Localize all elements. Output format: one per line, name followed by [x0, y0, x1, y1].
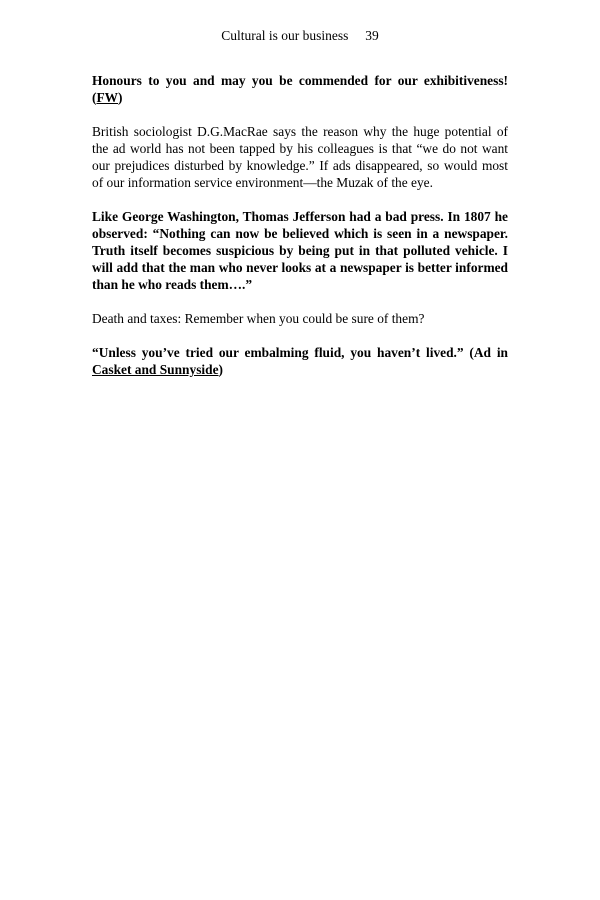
paragraph-honours-text: Honours to you and may you be commended for our exhibitiveness!: [92, 73, 508, 88]
running-title: Cultural is our business: [221, 28, 349, 43]
paren-close: ): [118, 90, 123, 105]
page-body: [92, 72, 508, 395]
paragraph-honours: [92, 72, 508, 106]
running-head: [0, 28, 600, 44]
page-number: 39: [365, 28, 379, 43]
paragraph-macrae: British sociologist D.G.MacRae says the reason why the huge potential of the ad world has not been tapped by his colleagues is that “we do not want our prejudices disturbed by knowledge.” If ads disappeared, so would most of our information service environment—the Muzak of the eye.: [92, 124, 508, 190]
fw-link[interactable]: FW: [96, 90, 119, 105]
paragraph-embalming-text: “Unless you’ve tried our embalming fluid, you haven’t lived.” (Ad in: [92, 345, 508, 360]
paragraph-death-and-taxes: Death and taxes: Remember when you could be sure of them?: [92, 311, 425, 326]
casket-and-sunnyside-link[interactable]: Casket and Sunnyside: [92, 362, 219, 377]
paren-close-embalming: ): [218, 362, 223, 377]
paragraph-embalming: [92, 344, 508, 378]
paren-open: (: [92, 90, 97, 105]
paragraph-jefferson: Like George Washington, Thomas Jefferson had a bad press. In 1807 he observed: “Nothing can now be believed which is seen in a newspaper. Truth itself becomes suspicious by being put in that polluted vehicle. I will add that the man who never looks at a newspaper is better informed than he who reads them….”: [92, 209, 508, 292]
